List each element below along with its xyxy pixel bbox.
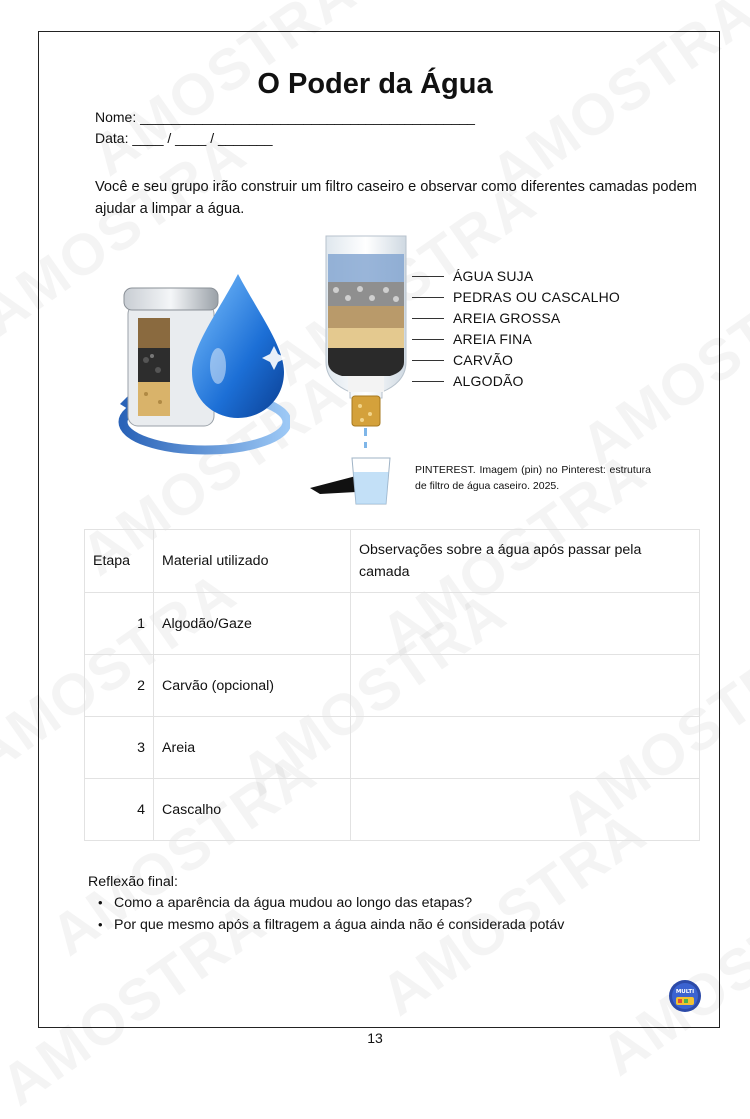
table-row bbox=[85, 779, 700, 841]
list-item: • Por que mesmo após a filtragem a água ainda não é considerada potáv bbox=[98, 914, 564, 936]
layer-connector-line bbox=[412, 276, 444, 277]
page-title: O Poder da Água bbox=[257, 68, 493, 100]
table-header-cell: Observações sobre a água após passar pela camada bbox=[351, 530, 700, 593]
table-row bbox=[85, 717, 700, 779]
layer-connector-line bbox=[412, 339, 444, 340]
layer-label: ÁGUA SUJA bbox=[453, 268, 534, 284]
step-observation-cell[interactable] bbox=[351, 655, 700, 717]
step-observation-cell[interactable] bbox=[351, 593, 700, 655]
reflection-list bbox=[98, 892, 564, 936]
step-material: Cascalho bbox=[154, 779, 351, 841]
step-number: 4 bbox=[85, 779, 154, 841]
publisher-logo-icon bbox=[668, 979, 702, 1013]
step-material: Areia bbox=[154, 717, 351, 779]
layer-label: CARVÃO bbox=[453, 352, 514, 368]
layer-label: PEDRAS OU CASCALHO bbox=[453, 289, 620, 305]
list-item: • Como a aparência da água mudou ao longo das etapas? bbox=[98, 892, 564, 914]
date-field-line: Data: ____ / ____ / _______ bbox=[95, 130, 273, 146]
table-row bbox=[85, 593, 700, 655]
reflection-title: Reflexão final: bbox=[88, 874, 178, 890]
layer-connector-line bbox=[412, 318, 444, 319]
layer-connector-line bbox=[412, 381, 444, 382]
filter-cartridge-illustration bbox=[110, 262, 290, 462]
step-number: 2 bbox=[85, 655, 154, 717]
layer-label: ALGODÃO bbox=[453, 373, 524, 389]
layer-connector-line bbox=[412, 360, 444, 361]
layer-connector-line bbox=[412, 297, 444, 298]
table-row bbox=[85, 655, 700, 717]
table-header-cell: Etapa bbox=[85, 530, 154, 593]
table-header-row bbox=[85, 530, 700, 593]
bottle-filter-diagram bbox=[300, 232, 420, 512]
name-field-line: Nome: ___________________________________________ bbox=[95, 109, 475, 125]
intro-paragraph: Você e seu grupo irão construir um filtro caseiro e observar como diferentes camadas podem ajudar a limpar a água. bbox=[95, 179, 697, 217]
table-header-cell: Material utilizado bbox=[154, 530, 351, 593]
image-credit: PINTEREST. Imagem (pin) no Pinterest: estrutura de filtro de água caseiro. 2025. bbox=[415, 464, 651, 492]
step-material: Carvão (opcional) bbox=[154, 655, 351, 717]
step-material: Algodão/Gaze bbox=[154, 593, 351, 655]
step-observation-cell[interactable] bbox=[351, 779, 700, 841]
layer-label: AREIA GROSSA bbox=[453, 310, 561, 326]
step-number: 3 bbox=[85, 717, 154, 779]
step-observation-cell[interactable] bbox=[351, 717, 700, 779]
steps-table bbox=[84, 529, 700, 841]
step-number: 1 bbox=[85, 593, 154, 655]
page-number: 13 bbox=[367, 1030, 383, 1046]
publisher-logo-text: MULTI bbox=[675, 989, 695, 995]
layer-label: AREIA FINA bbox=[453, 331, 533, 347]
